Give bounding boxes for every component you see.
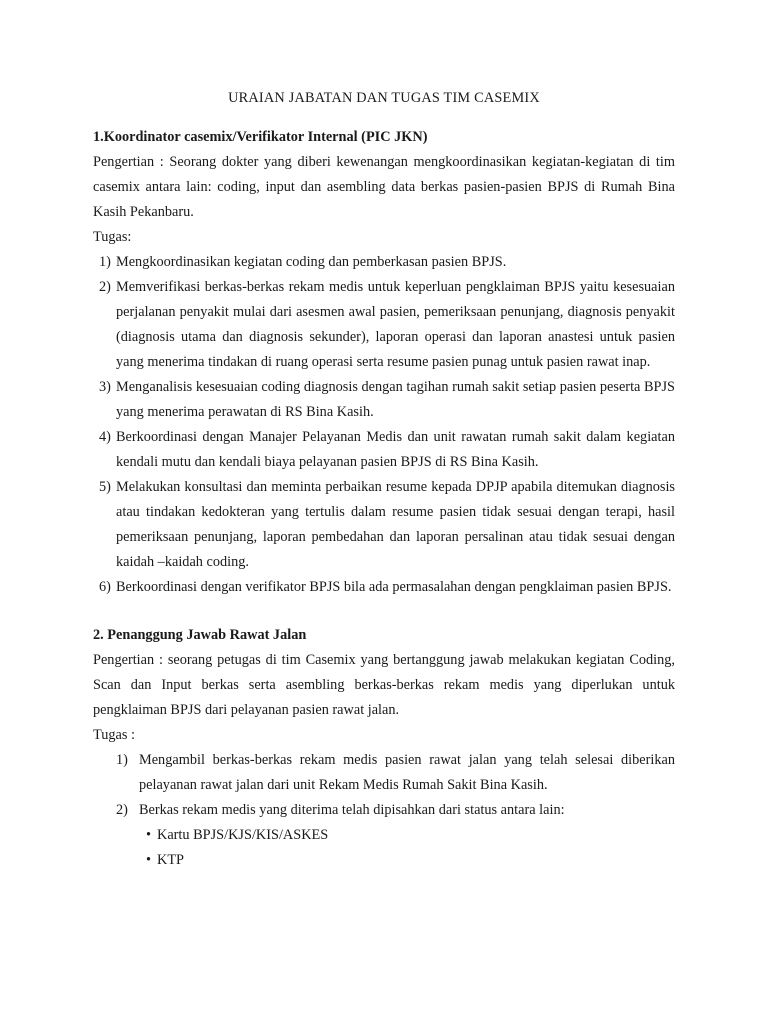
list-item (93, 250, 675, 275)
section-2-bullet-list (93, 823, 675, 873)
document-body (93, 86, 675, 873)
list-number: 2) (99, 279, 111, 295)
section-1-heading: 1.Koordinator casemix/Verifikator Internal (PIC JKN) (93, 129, 428, 145)
list-item-text: Berkoordinasi dengan verifikator BPJS bila ada permasalahan dengan pengklaiman pasien BPJS. (116, 579, 672, 595)
section-2-tasks-label: Tugas : (93, 727, 135, 743)
list-item-text: Menganalisis kesesuaian coding diagnosis dengan tagihan rumah sakit setiap pasien peserta BPJS yang menerima perawatan di RS Bina Kasih. (116, 379, 675, 420)
list-item-text: Mengambil berkas-berkas rekam medis pasien rawat jalan yang telah selesai diberikan pelayanan rawat jalan dari unit Rekam Medis Rumah Sakit Bina Kasih. (139, 752, 675, 793)
section-1-tasks-label: Tugas: (93, 229, 132, 245)
list-item-text: Mengkoordinasikan kegiatan coding dan pemberkasan pasien BPJS. (116, 254, 507, 270)
list-item (93, 475, 675, 575)
bullet-icon: • (146, 827, 152, 843)
list-item (93, 748, 675, 798)
list-number: 1) (99, 254, 111, 270)
bullet-icon: • (146, 852, 152, 868)
list-item (93, 425, 675, 475)
list-item-text: Memverifikasi berkas-berkas rekam medis untuk keperluan pengklaiman BPJS yaitu kesesuaian perjalanan penyakit mulai dari asesmen awal pasien, pemeriksaan penunjang, diagnosis penyakit (diagnosis utama dan diagnosis sekunder), laporan operasi dan laporan anastesi untuk pasien yang menerima tindakan di ruang operasi serta resume pasien punag untuk pasien rawat inap. (116, 279, 675, 370)
section-1-task-list (93, 250, 675, 600)
list-item (93, 375, 675, 425)
list-number: 3) (99, 379, 111, 395)
section-2-task-list (93, 748, 675, 823)
bullet-item-text: Kartu BPJS/KJS/KIS/ASKES (157, 827, 329, 843)
list-number: 4) (99, 429, 111, 445)
list-number: 1) (116, 752, 128, 768)
list-number: 2) (116, 802, 128, 818)
section-1-definition: Pengertian : Seorang dokter yang diberi kewenangan mengkoordinasikan kegiatan-kegiatan di tim casemix antara lain: coding, input dan asembling data berkas pasien-pasien BPJS di Rumah Bina Kasih Pekanbaru. (93, 154, 675, 220)
list-item-text: Melakukan konsultasi dan meminta perbaikan resume kepada DPJP apabila ditemukan diagnosis atau tindakan kedokteran yang tertulis dalam resume pasien tidak sesuai dengan terapi, hasil pemeriksaan penunjang, laporan pembedahan dan laporan persalinan atau tidak sesuai dengan kaidah –kaidah coding. (116, 479, 675, 570)
list-item (93, 575, 675, 600)
list-number: 6) (99, 579, 111, 595)
list-number: 5) (99, 479, 111, 495)
list-item-text: Berkoordinasi dengan Manajer Pelayanan Medis dan unit rawatan rumah sakit dalam kegiatan kendali mutu dan kendali biaya pelayanan pasien BPJS di RS Bina Kasih. (116, 429, 675, 470)
bullet-item (93, 848, 675, 873)
section-spacer (93, 600, 675, 623)
list-item (93, 275, 675, 375)
list-item-text: Berkas rekam medis yang diterima telah dipisahkan dari status antara lain: (139, 802, 565, 818)
bullet-item (93, 823, 675, 848)
section-2-heading: 2. Penanggung Jawab Rawat Jalan (93, 627, 307, 643)
bullet-item-text: KTP (157, 852, 185, 868)
section-2-definition: Pengertian : seorang petugas di tim Casemix yang bertanggung jawab melakukan kegiatan Coding, Scan dan Input berkas serta asembling berkas-berkas rekam medis yang diperlukan untuk pengklaiman BPJS dari pelayanan pasien rawat jalan. (93, 652, 675, 718)
list-item (93, 798, 675, 823)
document-title: URAIAN JABATAN DAN TUGAS TIM CASEMIX (228, 90, 540, 106)
